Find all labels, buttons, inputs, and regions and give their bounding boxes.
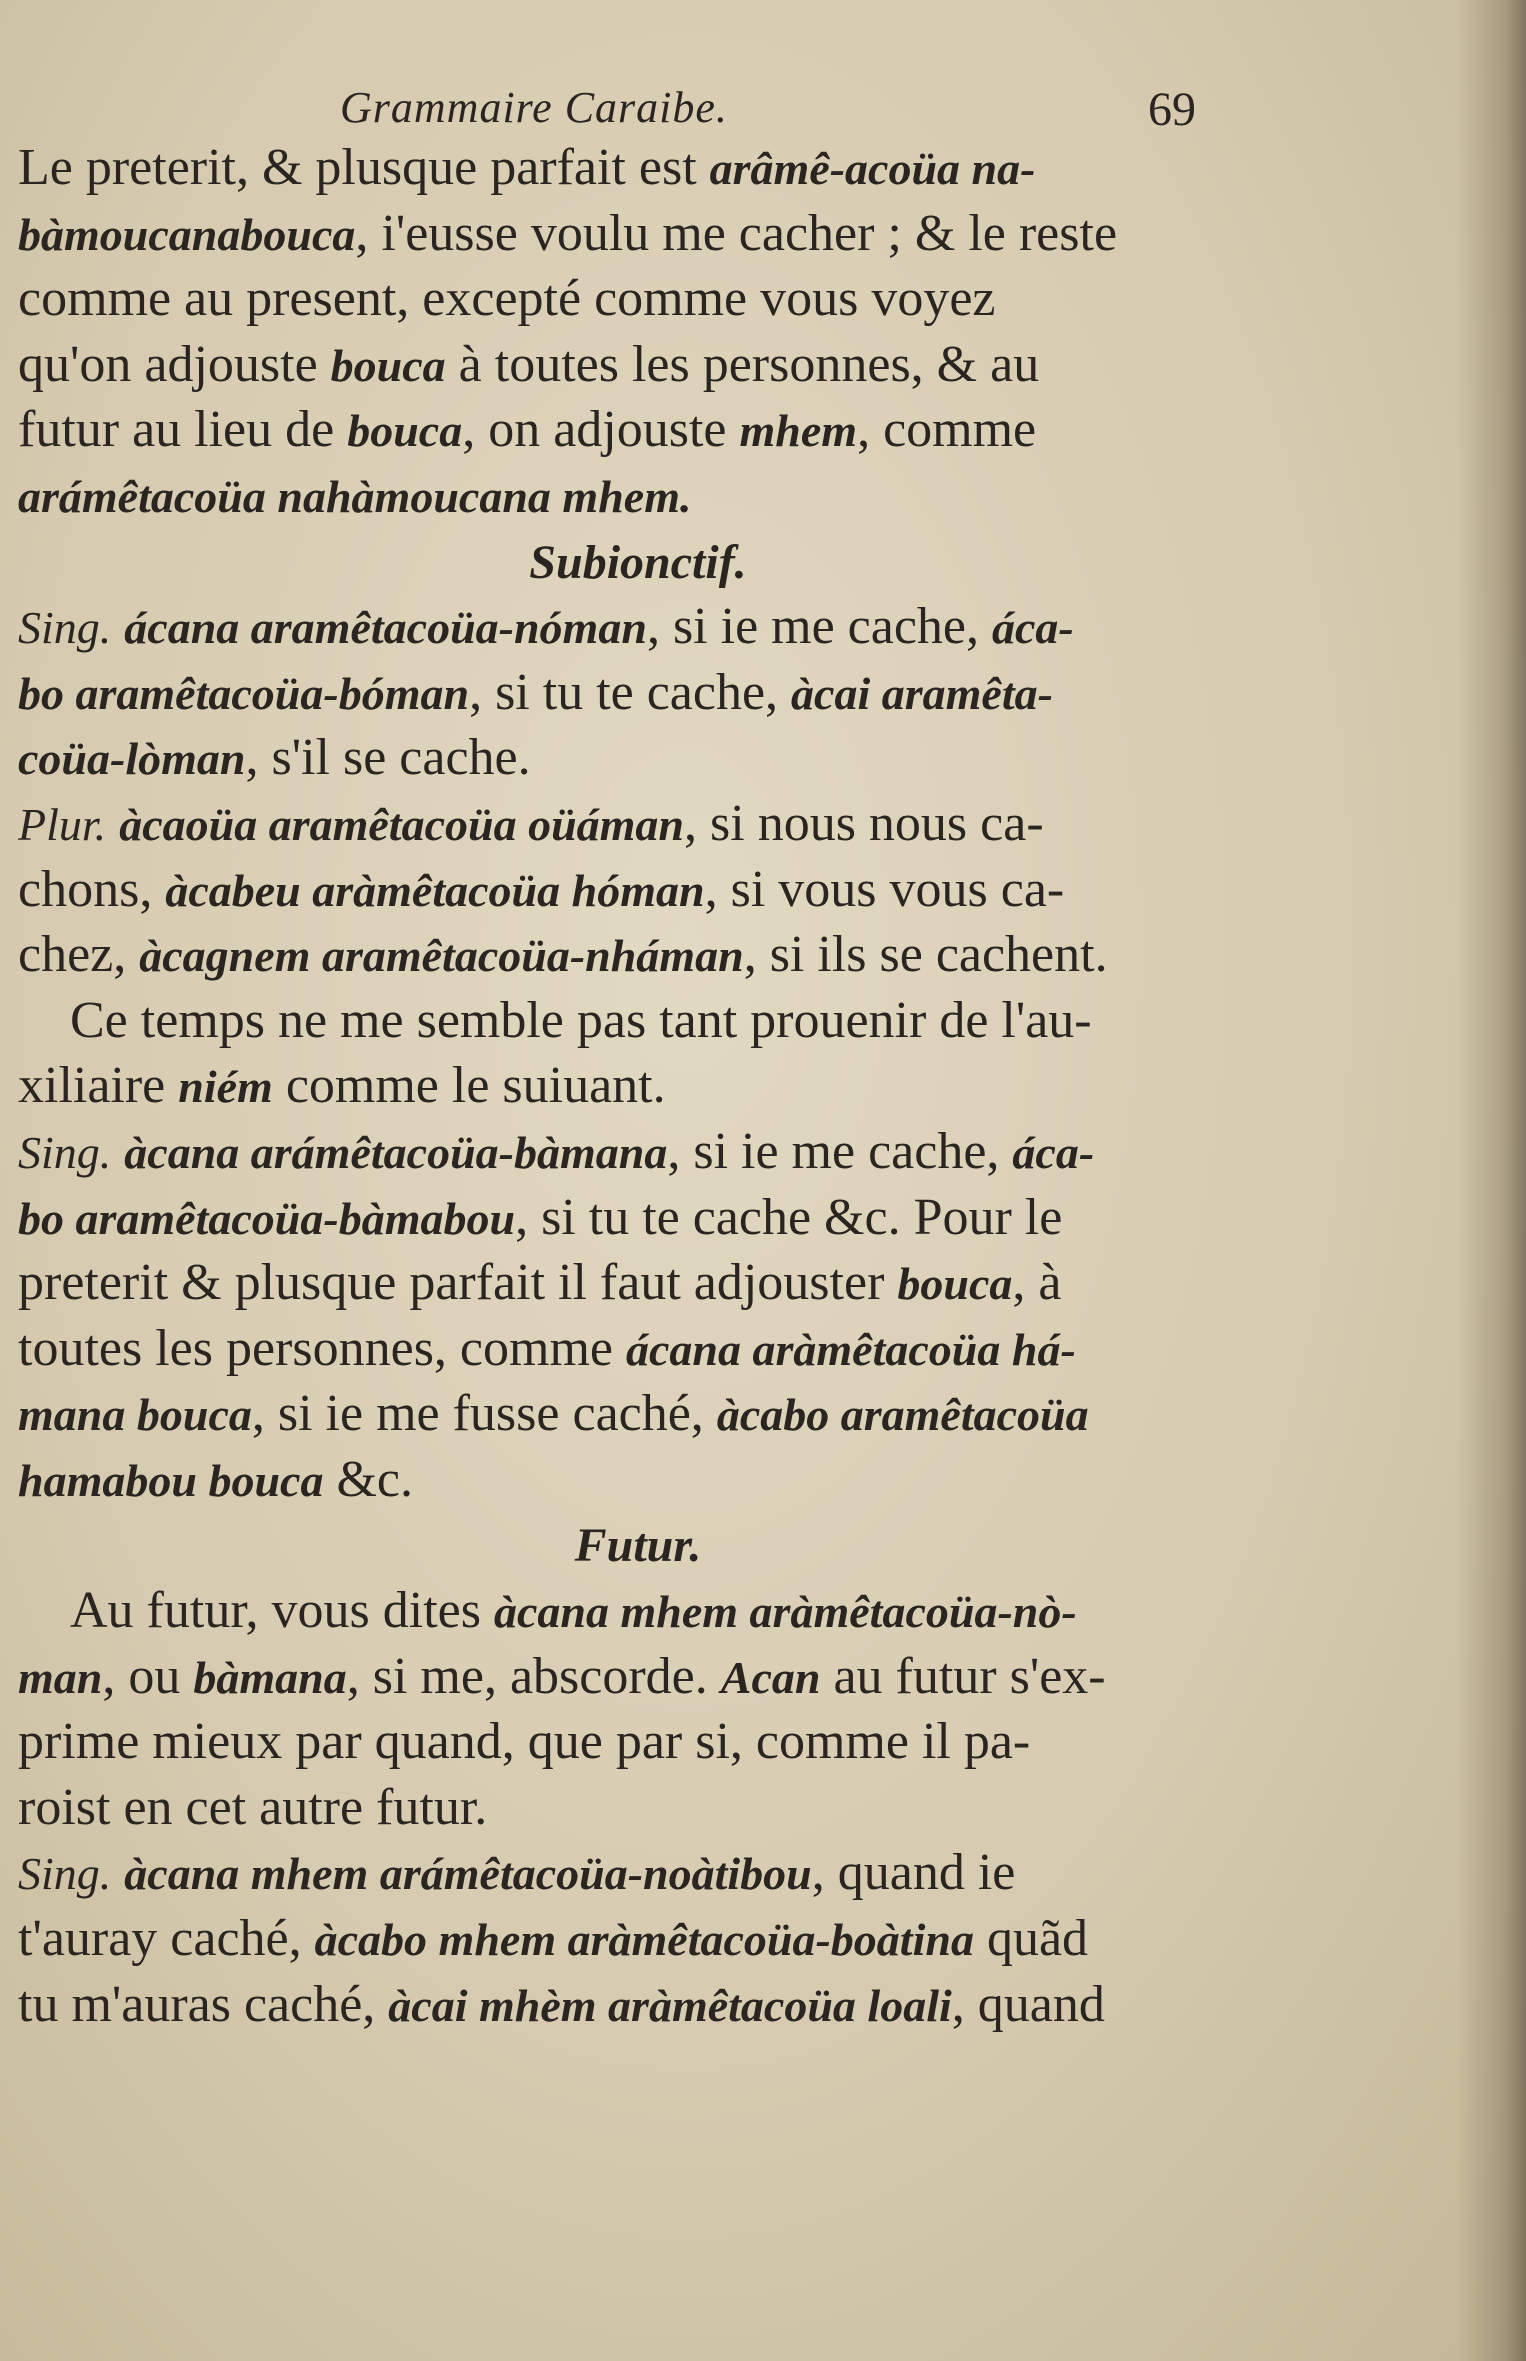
italic-carib-text: àcaoüa aramêtacoüa oüáman xyxy=(119,798,685,850)
text-line xyxy=(18,725,1258,791)
roman-text: Au futur, vous dites xyxy=(70,1582,494,1640)
roman-text: roist en cet autre futur. xyxy=(18,1778,488,1836)
text-line xyxy=(18,1644,1258,1710)
roman-text: , si nous nous ca- xyxy=(684,794,1044,852)
italic-carib-text: ácana aramêtacoüa-nóman xyxy=(124,602,647,654)
italic-carib-text: bo aramêtacoüa-bàmabou xyxy=(18,1192,516,1244)
roman-text: Le preterit, & plusque parfait est xyxy=(18,139,710,196)
text-line xyxy=(18,660,1258,726)
text-line xyxy=(18,922,1258,988)
roman-text: à toutes les personnes, & au xyxy=(445,335,1040,393)
roman-text: , on adjouste xyxy=(462,401,740,459)
italic-carib-text: àcabo mhem aràmêtacoüa-boàtina xyxy=(314,1914,974,1966)
number-label: Sing. xyxy=(18,1848,112,1900)
text-line xyxy=(18,201,1258,267)
italic-carib-text: hamabou bouca xyxy=(18,1454,324,1506)
italic-carib-text: bouca xyxy=(347,405,463,457)
italic-carib-text: àcana mhem arámêtacoüa-noàtibou xyxy=(124,1848,812,1900)
italic-carib-text: mhem xyxy=(739,405,858,457)
text-line xyxy=(18,594,1258,660)
italic-carib-text: áca- xyxy=(992,602,1074,654)
italic-carib-text: niém xyxy=(178,1061,273,1113)
text-line xyxy=(18,1972,1258,2038)
roman-text xyxy=(111,1123,124,1180)
italic-carib-text: bàmoucanabouca xyxy=(18,208,356,260)
roman-text: chons, xyxy=(18,860,166,918)
roman-text: futur au lieu de xyxy=(18,401,348,459)
italic-carib-text: àcagnem aramêtacoüa-nháman xyxy=(139,930,744,982)
text-line xyxy=(18,1709,1258,1775)
text-line xyxy=(18,529,1258,595)
text-line xyxy=(18,397,1258,463)
text-line xyxy=(18,1316,1258,1382)
roman-text: , à xyxy=(1012,1254,1062,1312)
italic-carib-text: áca- xyxy=(1012,1126,1095,1178)
roman-text: qu'on adjouste xyxy=(18,335,331,393)
text-line xyxy=(18,463,1258,529)
italic-carib-text: àcai aramêta- xyxy=(791,667,1053,719)
text-line xyxy=(18,332,1258,398)
text-line xyxy=(18,857,1258,923)
roman-text: , si ie me fusse caché, xyxy=(251,1385,717,1443)
section-heading: Subionctif. xyxy=(529,535,747,589)
text-line xyxy=(18,1775,1258,1841)
italic-carib-text: Acan xyxy=(720,1651,821,1703)
roman-text: t'auray caché, xyxy=(18,1910,315,1968)
text-line xyxy=(18,791,1258,857)
running-title: Grammaire Caraibe. xyxy=(340,83,728,132)
italic-carib-text: àcabo aramêtacoüa xyxy=(716,1389,1089,1441)
text-line xyxy=(18,1119,1258,1185)
text-line xyxy=(18,135,1258,201)
roman-text: xiliaire xyxy=(18,1057,179,1115)
text-line xyxy=(18,1185,1258,1251)
roman-text: comme au present, excepté comme vous voyez xyxy=(18,270,996,328)
text-line xyxy=(18,1512,1258,1578)
text-line xyxy=(18,1381,1258,1447)
text-line xyxy=(18,1906,1258,1972)
roman-text xyxy=(111,1844,124,1901)
italic-carib-text: àcana arámêtacoüa-bàmana xyxy=(124,1126,668,1178)
roman-text xyxy=(111,598,124,655)
italic-carib-text: àcana mhem aràmêtacoüa-nò- xyxy=(494,1586,1077,1638)
italic-carib-text: arâmê-acoüa na- xyxy=(709,143,1036,194)
number-label: Sing. xyxy=(18,602,112,654)
italic-carib-text: bo aramêtacoüa-bóman xyxy=(18,667,470,719)
text-line xyxy=(18,988,1258,1054)
roman-text: , ou xyxy=(102,1647,194,1705)
italic-carib-text: àcabeu aràmêtacoüa hóman xyxy=(165,864,705,916)
page-number: 69 xyxy=(1148,83,1196,136)
italic-carib-text: bouca xyxy=(897,1258,1013,1310)
roman-text: , si tu te cache, xyxy=(469,663,792,721)
italic-carib-text: bouca xyxy=(330,339,446,391)
section-heading: Futur. xyxy=(574,1519,702,1573)
roman-text: au futur s'ex- xyxy=(820,1647,1106,1705)
roman-text: , si vous vous ca- xyxy=(704,860,1065,918)
italic-carib-text: arámêtacoüa nahàmoucana mhem. xyxy=(18,470,692,522)
number-label: Plur. xyxy=(18,798,107,850)
roman-text: , quand xyxy=(951,1975,1105,2033)
italic-carib-text: ácana aràmêtacoüa há- xyxy=(625,1323,1076,1375)
page-body-text xyxy=(18,135,1258,2037)
roman-text: , si me, abscorde. xyxy=(346,1647,721,1705)
roman-text: prime mieux par quand, que par si, comme il pa- xyxy=(18,1713,1031,1771)
roman-text: , i'eusse voulu me cacher ; & le reste xyxy=(355,204,1118,262)
italic-carib-text: mana bouca xyxy=(18,1389,252,1441)
roman-text: quãd xyxy=(973,1910,1089,1968)
page-gutter-shadow xyxy=(1456,0,1526,2361)
roman-text: Ce temps ne me semble pas tant prouenir de l'au- xyxy=(70,991,1092,1049)
roman-text: , si ie me cache, xyxy=(646,598,992,656)
roman-text: comme le suiuant. xyxy=(272,1057,666,1115)
roman-text: &c. xyxy=(323,1450,413,1508)
roman-text xyxy=(106,795,119,852)
roman-text: , s'il se cache. xyxy=(245,729,531,787)
roman-text: , si ils se cachent. xyxy=(743,926,1108,984)
text-line xyxy=(18,1840,1258,1906)
italic-carib-text: bàmana xyxy=(193,1651,347,1703)
text-line xyxy=(18,1578,1258,1644)
roman-text: , quand ie xyxy=(811,1844,1016,1902)
roman-text: tu m'auras caché, xyxy=(18,1975,389,2033)
text-line xyxy=(18,1447,1258,1513)
roman-text: chez, xyxy=(18,926,140,984)
text-line xyxy=(18,1053,1258,1119)
roman-text: , si tu te cache &c. Pour le xyxy=(515,1188,1063,1246)
roman-text: preterit & plusque parfait il faut adjouster xyxy=(18,1254,898,1312)
italic-carib-text: coüa-lòman xyxy=(18,733,246,785)
text-line xyxy=(18,266,1258,332)
roman-text: toutes les personnes, comme xyxy=(18,1319,626,1377)
roman-text: , si ie me cache, xyxy=(667,1122,1013,1180)
text-line xyxy=(18,1250,1258,1316)
number-label: Sing. xyxy=(18,1126,112,1178)
italic-carib-text: man xyxy=(18,1651,103,1703)
italic-carib-text: àcai mhèm aràmêtacoüa loali xyxy=(388,1979,952,2031)
roman-text: , comme xyxy=(857,401,1037,459)
